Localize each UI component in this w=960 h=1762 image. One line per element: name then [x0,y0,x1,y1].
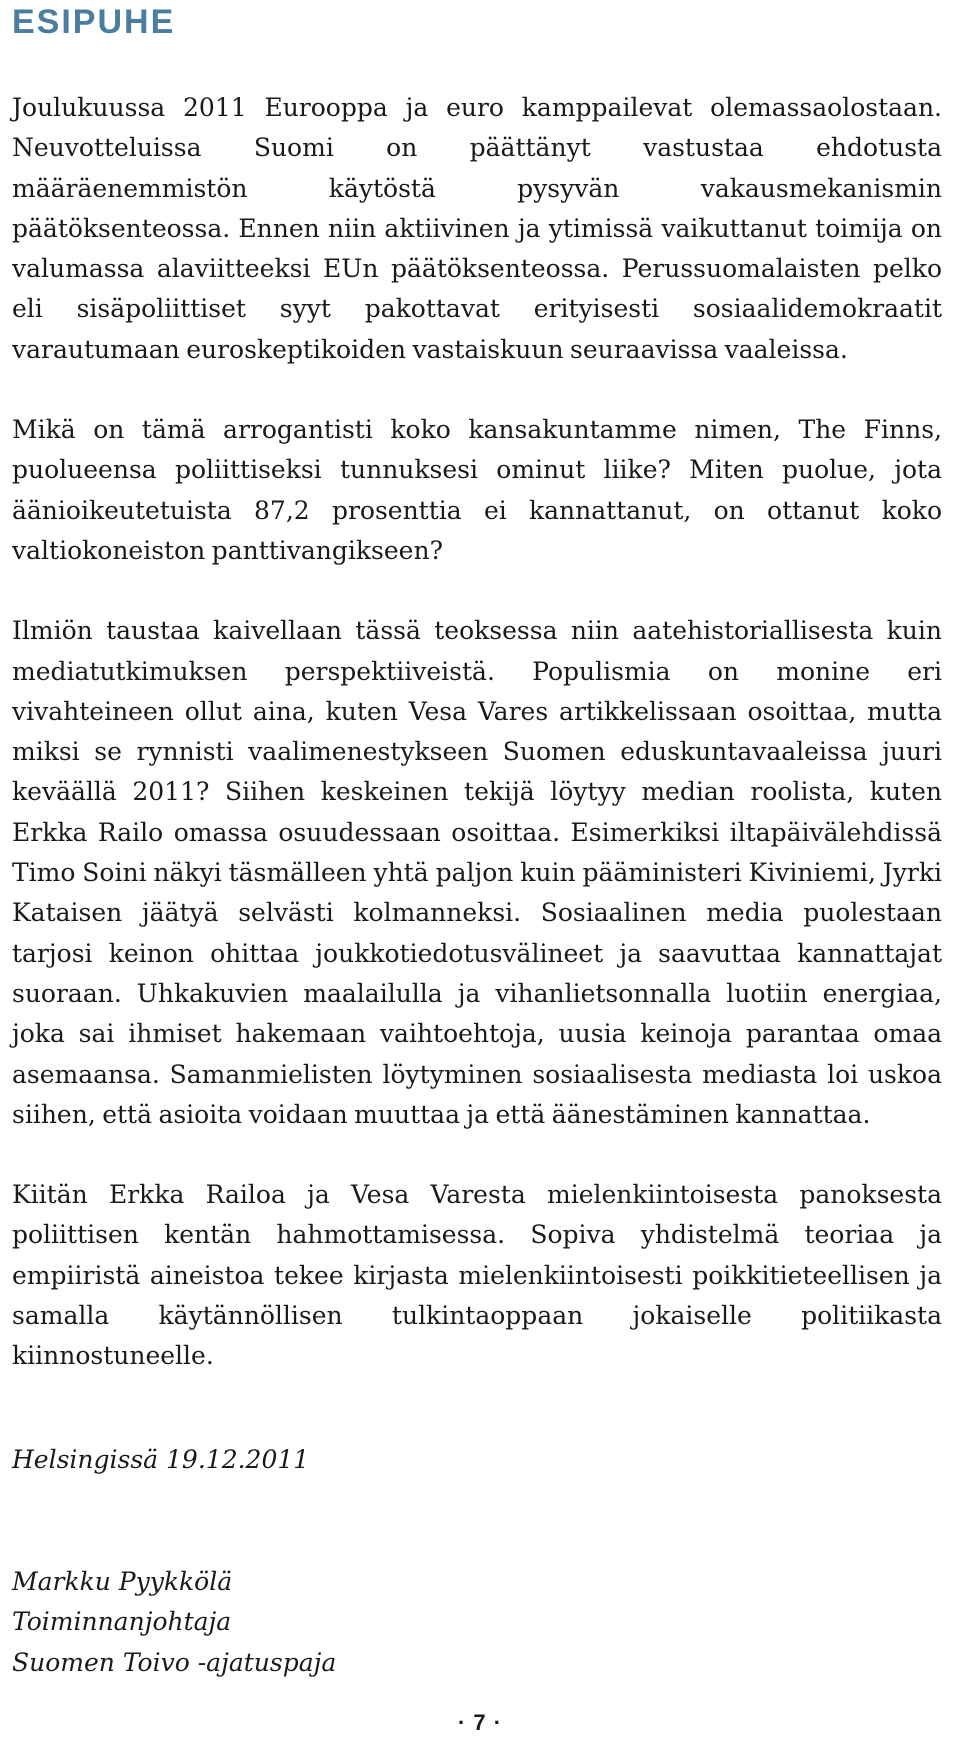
document-page [12,0,942,1762]
signer-organization: Suomen Toivo -ajatuspaja [12,1647,337,1677]
place-and-date: Helsingissä 19.12.2011 [12,1445,310,1474]
page-heading: ESIPUHE [12,3,176,41]
paragraph-1: Joulukuussa 2011 Eurooppa ja euro kamppailevat olemassaolostaan. Neuvotteluissa Suomi on päättänyt vastustaa ehdotusta määräenemmistön käytöstä pysyvän vakausmekanismin päätöksenteossa. Ennen niin aktiivinen ja ytimissä vaikuttanut toimija on valumassa alaviitteeksi EUn päätöksenteossa. Perussuomalaisten pelko eli sisäpoliittiset syyt pakottavat erityisesti sosiaalidemokraatit varautumaan euroskeptikoiden vastaiskuun seuraavissa vaaleissa. [12,93,942,364]
signer-title: Toiminnanjohtaja [12,1607,232,1637]
signer-name: Markku Pyykkölä [12,1567,233,1596]
signature-block [12,1562,942,1683]
foreword-body [12,88,942,1417]
paragraph-4: Kiitän Erkka Railoa ja Vesa Varesta mielenkiintoisesta panoksesta poliittisen kentän hahmottamisessa. Sopiva yhdistelmä teoriaa ja empiiristä aineistoa tekee kirjasta mielenkiintoisesti poikkitieteellisen ja samalla käytännöllisen tulkintaoppaan jokaiselle politiikasta kiinnostuneelle. [12,1180,942,1371]
paragraph-3: Ilmiön taustaa kaivellaan tässä teoksessa niin aatehistoriallisesta kuin mediatutkimuksen perspektiiveistä. Populismia on monine eri vivahteineen ollut aina, kuten Vesa Vares artikkelissaan osoittaa, mutta miksi se rynnisti vaalimenestykseen Suomen eduskuntavaaleissa juuri keväällä 2011? Siihen keskeinen tekijä löytyy median roolista, kuten Erkka Railo omassa osuudessaan osoittaa. Esimerkiksi iltapäivälehdissä Timo Soini näkyi täsmälleen yhtä paljon kuin pääministeri Kiviniemi, Jyrki Kataisen jäätyä selvästi kolmanneksi. Sosiaalinen media puolestaan tarjosi keinon ohittaa joukkotiedotusvälineet ja saavuttaa kannattajat suoraan. Uhkakuvien maalailulla ja vihanlietsonnalla luotiin energiaa, joka sai ihmiset hakemaan vaihtoehtoja, uusia keinoja parantaa omaa asemaansa. Samanmielisten löytyminen sosiaalisesta mediasta loi uskoa siihen, että asioita voidaan muuttaa ja että äänestäminen kannattaa. [12,616,942,1129]
page-number: · 7 · [457,1710,503,1735]
paragraph-2: Mikä on tämä arrogantisti koko kansakuntamme nimen, The Finns, puolueensa poliittiseksi tunnuksesi ominut liike? Miten puolue, jota äänioikeutetuista 87,2 prosenttia ei kannattanut, on ottanut koko valtiokoneiston panttivangikseen? [12,415,942,565]
